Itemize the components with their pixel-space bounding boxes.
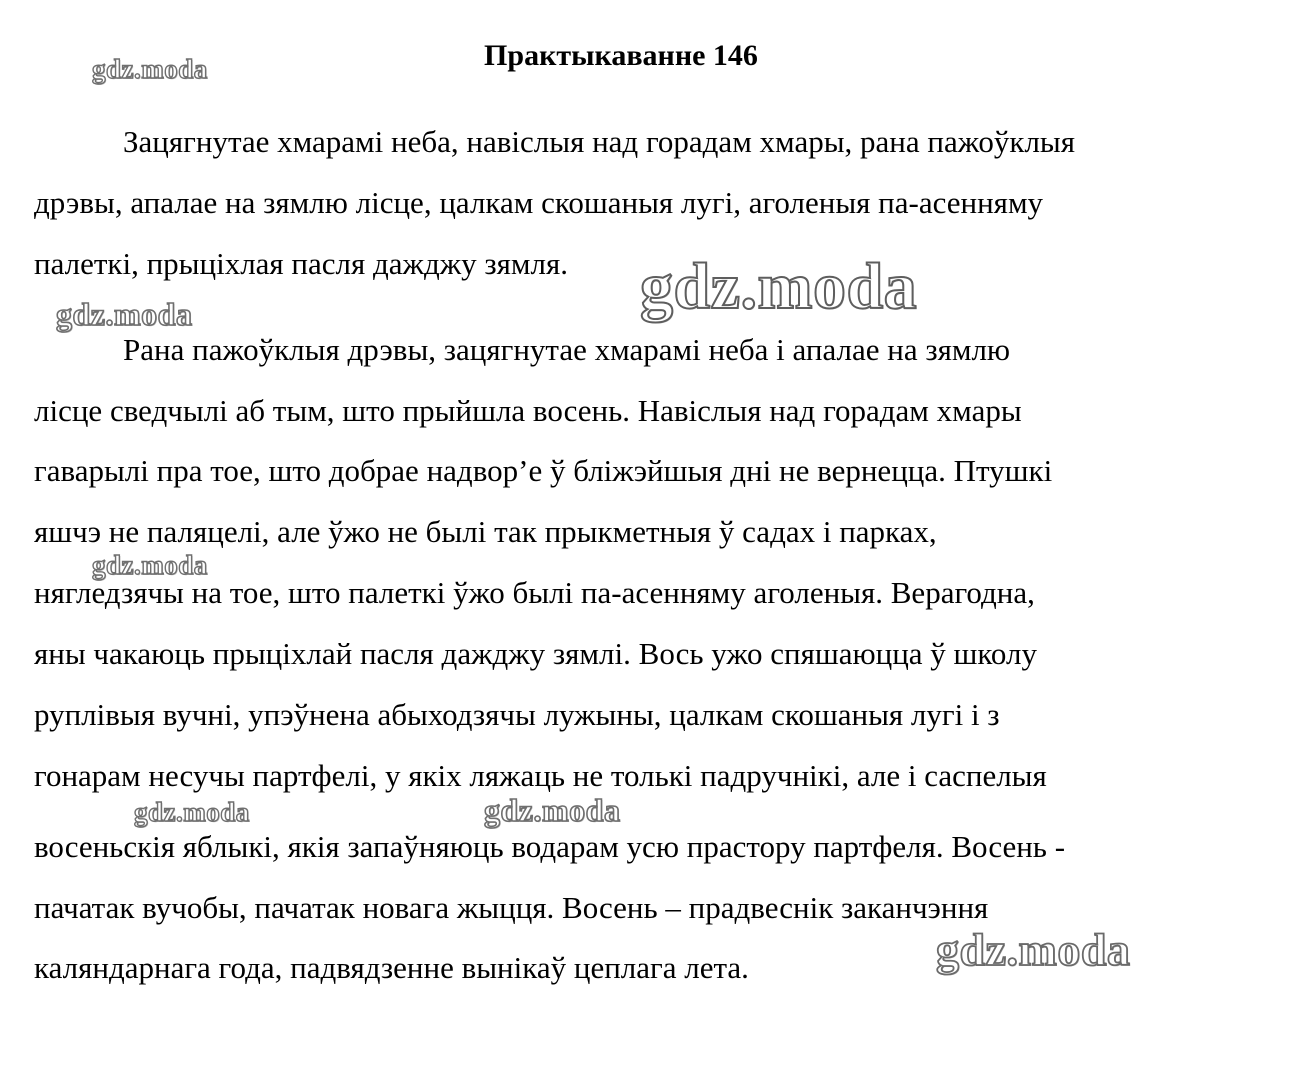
watermark: gdz.moda (92, 550, 208, 580)
text-line: Рана пажоўклыя дрэвы, зацягнутае хмарамі неба і апалае на зямлю (123, 332, 1011, 367)
watermark: gdz.moda (484, 792, 621, 828)
text-line: яны чакаюць прыціхлай пасля дажджу зямлі. Вось ужо спяшаюцца ў школу (34, 636, 1037, 671)
text-line: палеткі, прыціхлая пасля дажджу зямля. (34, 246, 569, 281)
text-line: нягледзячы на тое, што палеткі ўжо былі па-асенняму аголеныя. Верагодна, (34, 575, 1035, 610)
text-line: руплівыя вучні, упэўнена абыходзячы лужыны, цалкам скошаныя лугі і з (34, 697, 1000, 732)
watermark: gdz.moda (92, 54, 208, 84)
text-line: восеньскія яблыкі, якія запаўняюць водарам усю прастору партфеля. Восень - (34, 829, 1066, 864)
text-line: пачатак вучобы, пачатак новага жыцця. Восень – прадвеснік заканчэння (34, 890, 989, 925)
text-line: каляндарнага года, падвядзенне вынікаў цеплага лета. (34, 950, 749, 985)
text-line: лісце сведчылі аб тым, што прыйшла восень. Навіслыя над горадам хмары (34, 393, 1022, 428)
text-line: Зацягнутае хмарамі неба, навіслыя над горадам хмары, рана пажоўклыя (123, 124, 1076, 159)
watermark: gdz.moda (640, 250, 918, 323)
text-line: гонарам несучы партфелі, у якіх ляжаць не толькі падручнікі, але і саспелыя (34, 758, 1047, 793)
exercise-title: Практыкаванне 146 (484, 39, 758, 72)
watermark: gdz.moda (56, 296, 193, 332)
watermark: gdz.moda (134, 797, 250, 827)
text-line: дрэвы, апалае на зямлю лісце, цалкам скошаныя лугі, аголеныя па-асенняму (34, 185, 1044, 220)
text-line: яшчэ не паляцелі, але ўжо не былі так прыкметныя ў садах і парках, (34, 514, 937, 549)
watermark: gdz.moda (936, 924, 1131, 975)
text-line: гаварылі пра тое, што добрае надвор’е ў бліжэйшыя дні не вернецца. Птушкі (34, 453, 1053, 488)
